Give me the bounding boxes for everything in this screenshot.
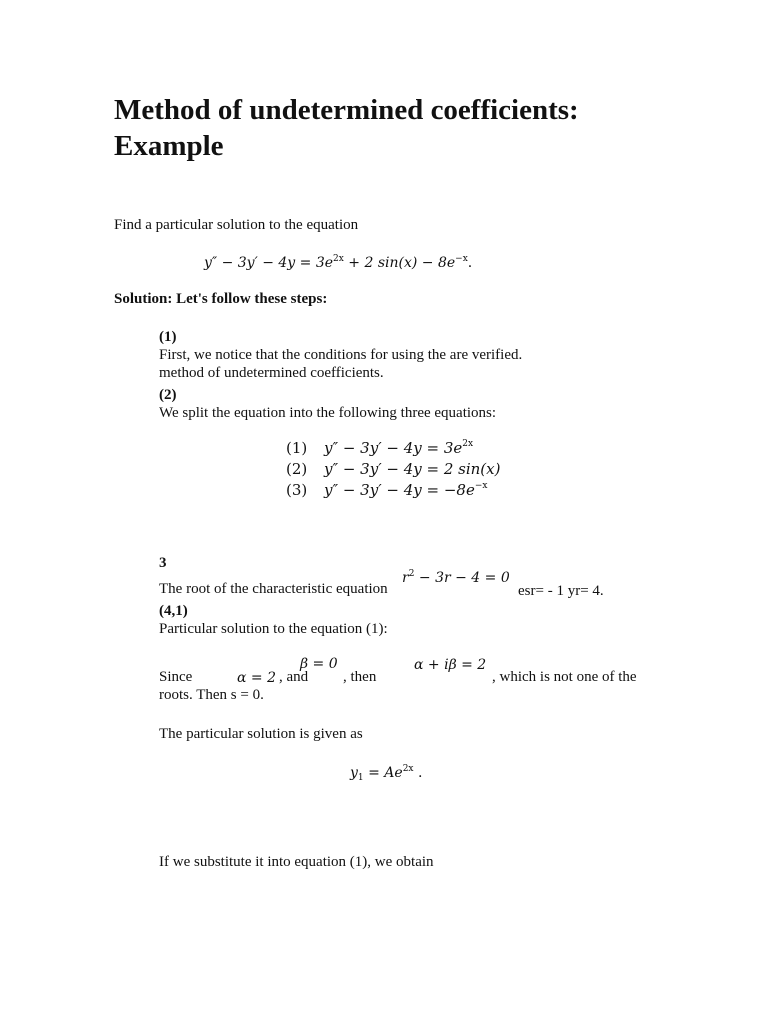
equation-exponent: 2x	[462, 439, 474, 449]
y1-rhs: = Ae	[363, 765, 403, 781]
y1-end: .	[413, 765, 423, 781]
solution-heading: Solution: Let's follow these steps:	[114, 291, 328, 307]
split-equation-row	[286, 438, 500, 459]
y1-subscript: 1	[357, 773, 364, 783]
equation-number: (2)	[286, 460, 308, 478]
main-eq-lhs: y″ − 3y′ − 4y = 3e	[204, 255, 334, 271]
equation-body: y″ − 3y′ − 4y = −8e	[324, 481, 475, 499]
step2-label: (2)	[159, 387, 177, 403]
given-as-text: The particular solution is given as	[159, 726, 363, 742]
not-root-text: , which is not one of the	[492, 669, 637, 685]
split-equations	[286, 438, 500, 501]
step41-text: Particular solution to the equation (1):	[159, 621, 388, 637]
main-eq-end: .	[467, 255, 473, 271]
step2-text: We split the equation into the following three equations:	[159, 405, 497, 421]
main-eq-exp2: −x	[455, 254, 468, 264]
y1-equation	[350, 764, 422, 782]
equation-number: (1)	[286, 439, 308, 457]
title-line-1: Method of undetermined coefficients:	[114, 94, 579, 126]
char-eq-exp: 2	[408, 569, 415, 579]
alpha-ibeta-equation	[414, 656, 486, 674]
title-line-2: Example	[114, 130, 224, 162]
equation-body: y″ − 3y′ − 4y = 2 sin(x)	[324, 460, 501, 478]
alpha-ibeta-value: α + iβ = 2	[414, 657, 487, 673]
char-eq-var: r	[402, 570, 409, 586]
alpha-equation	[237, 669, 276, 687]
substitute-text: If we substitute it into equation (1), we obtain	[159, 854, 434, 870]
roots-text: esr= - 1 yr= 4.	[518, 583, 604, 599]
char-eq-rest: − 3r − 4 = 0	[414, 570, 510, 586]
main-eq-mid: + 2 sin(x) − 8e	[343, 255, 456, 271]
intro-text: Find a particular solution to the equation	[114, 217, 359, 233]
split-equation-row	[286, 480, 500, 501]
main-equation	[204, 254, 472, 272]
and-text: , and	[279, 669, 309, 685]
equation-exponent: −x	[474, 481, 488, 491]
step3-label: 3	[159, 555, 167, 571]
then-text: , then	[343, 669, 377, 685]
beta-equation	[300, 655, 338, 673]
beta-value: β = 0	[300, 656, 338, 672]
main-eq-exp1: 2x	[333, 254, 344, 264]
equation-number: (3)	[286, 481, 308, 499]
step41-label: (4,1)	[159, 603, 188, 619]
step1-label: (1)	[159, 329, 177, 345]
y1-exponent: 2x	[402, 764, 414, 774]
page-title	[114, 92, 579, 164]
step1-line1: First, we notice that the conditions for using the are verified.	[159, 347, 523, 363]
step3-text: The root of the characteristic equation	[159, 581, 388, 597]
characteristic-equation	[402, 569, 510, 587]
step1-line2: method of undetermined coefficients.	[159, 365, 384, 381]
equation-body: y″ − 3y′ − 4y = 3e	[324, 439, 463, 457]
alpha-value: α = 2	[237, 670, 276, 686]
s-value-text: roots. Then s = 0.	[159, 687, 264, 703]
since-text: Since	[159, 669, 193, 685]
split-equation-row	[286, 459, 500, 480]
y1-var: y	[350, 765, 358, 781]
